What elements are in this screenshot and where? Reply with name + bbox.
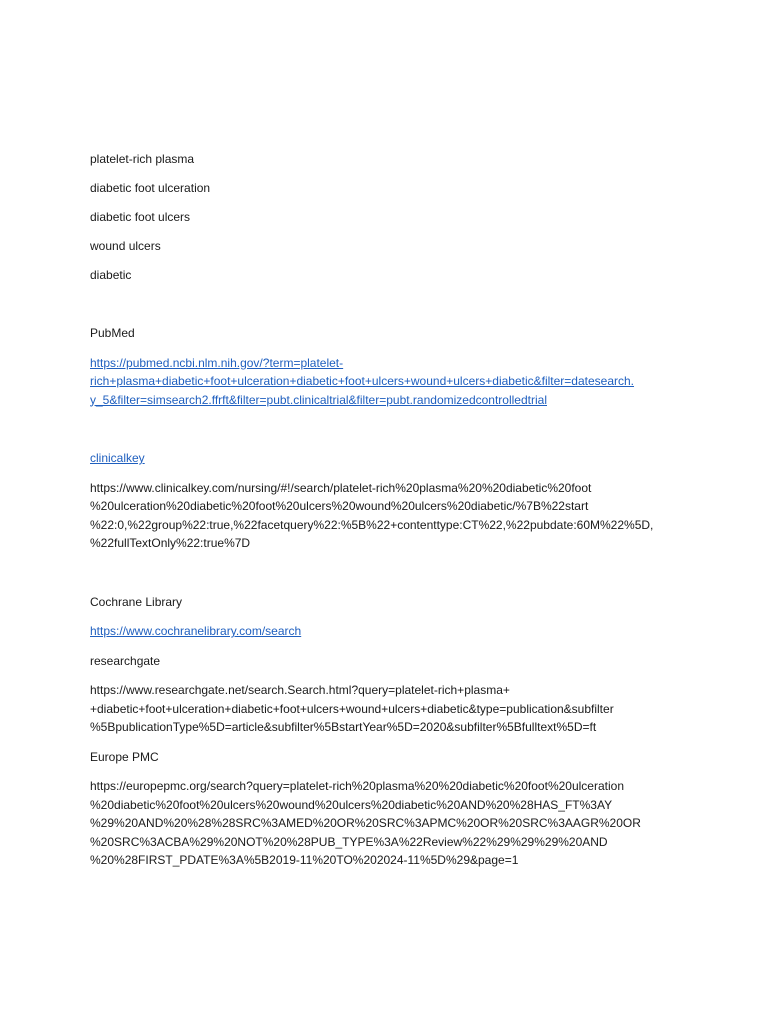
researchgate-url-line: https://www.researchgate.net/search.Search.html?query=platelet-rich+plasma+ <box>90 683 510 697</box>
spacer <box>90 564 680 593</box>
document-page <box>90 150 680 881</box>
clinicalkey-url <box>90 479 680 553</box>
europepmc-url-line: https://europepmc.org/search?query=platelet-rich%20plasma%20%20diabetic%20foot%20ulceration <box>90 779 624 793</box>
keyword-item: diabetic <box>90 268 132 282</box>
researchgate-url-line: +diabetic+foot+ulceration+diabetic+foot+ulcers+wound+ulcers+diabetic&type=publication&subfilter <box>90 701 614 716</box>
pubmed-link-line: rich+plasma+diabetic+foot+ulceration+diabetic+foot+ulcers+wound+ulcers+diabetic&filter=datesearch. <box>90 374 635 388</box>
keyword-list <box>90 150 680 285</box>
clinicalkey-link[interactable]: clinicalkey <box>90 451 145 465</box>
pubmed-label: PubMed <box>90 326 135 340</box>
researchgate-label: researchgate <box>90 653 161 668</box>
europepmc-url-line: %20SRC%3ACBA%29%20NOT%20%28PUB_TYPE%3A%22Review%22%29%29%29%20AND <box>90 834 608 849</box>
europepmc-url-line: %29%20AND%20%28%28SRC%3AMED%20OR%20SRC%3APMC%20OR%20SRC%3AAGR%20OR <box>90 816 641 830</box>
cochrane-label: Cochrane Library <box>90 594 183 609</box>
spacer <box>90 420 680 449</box>
europepmc-url-line: %20%28FIRST_PDATE%3A%5B2019-11%20TO%202024-11%5D%29&page=1 <box>90 853 519 867</box>
keyword-item: diabetic foot ulcers <box>90 210 191 224</box>
clinicalkey-url-line: %22:0,%22group%22:true,%22facetquery%22:%5B%22+contenttype:CT%22,%22pubdate:60M%22%5D, <box>90 517 654 532</box>
clinicalkey-url-line: https://www.clinicalkey.com/nursing/#!/search/platelet-rich%20plasma%20%20diabetic%20foot <box>90 480 592 495</box>
keyword-item: wound ulcers <box>90 239 161 253</box>
europepmc-label: Europe PMC <box>90 749 159 764</box>
clinicalkey-url-line: %20ulceration%20diabetic%20foot%20ulcers%20wound%20ulcers%20diabetic/%7B%22start <box>90 499 589 513</box>
europepmc-url <box>90 777 680 870</box>
clinicalkey-url-line: %22fullTextOnly%22:true%7D <box>90 536 251 550</box>
pubmed-link[interactable] <box>90 354 680 410</box>
researchgate-url <box>90 681 680 737</box>
researchgate-url-line: %5BpublicationType%5D=article&subfilter%5BstartYear%5D=2020&subfilter%5Bfulltext%5D=ft <box>90 720 597 734</box>
europepmc-url-line: %20diabetic%20foot%20ulcers%20wound%20ulcers%20diabetic%20AND%20%28HAS_FT%3AY <box>90 797 613 812</box>
keyword-item: diabetic foot ulceration <box>90 181 211 195</box>
pubmed-link-line: https://pubmed.ncbi.nlm.nih.gov/?term=platelet- <box>90 355 344 370</box>
keyword-item: platelet-rich plasma <box>90 152 195 166</box>
pubmed-link-line: y_5&filter=simsearch2.ffrft&filter=pubt.clinicaltrial&filter=pubt.randomizedcontrolledtrial <box>90 392 547 407</box>
cochrane-link[interactable]: https://www.cochranelibrary.com/search <box>90 624 302 638</box>
spacer <box>90 295 680 324</box>
